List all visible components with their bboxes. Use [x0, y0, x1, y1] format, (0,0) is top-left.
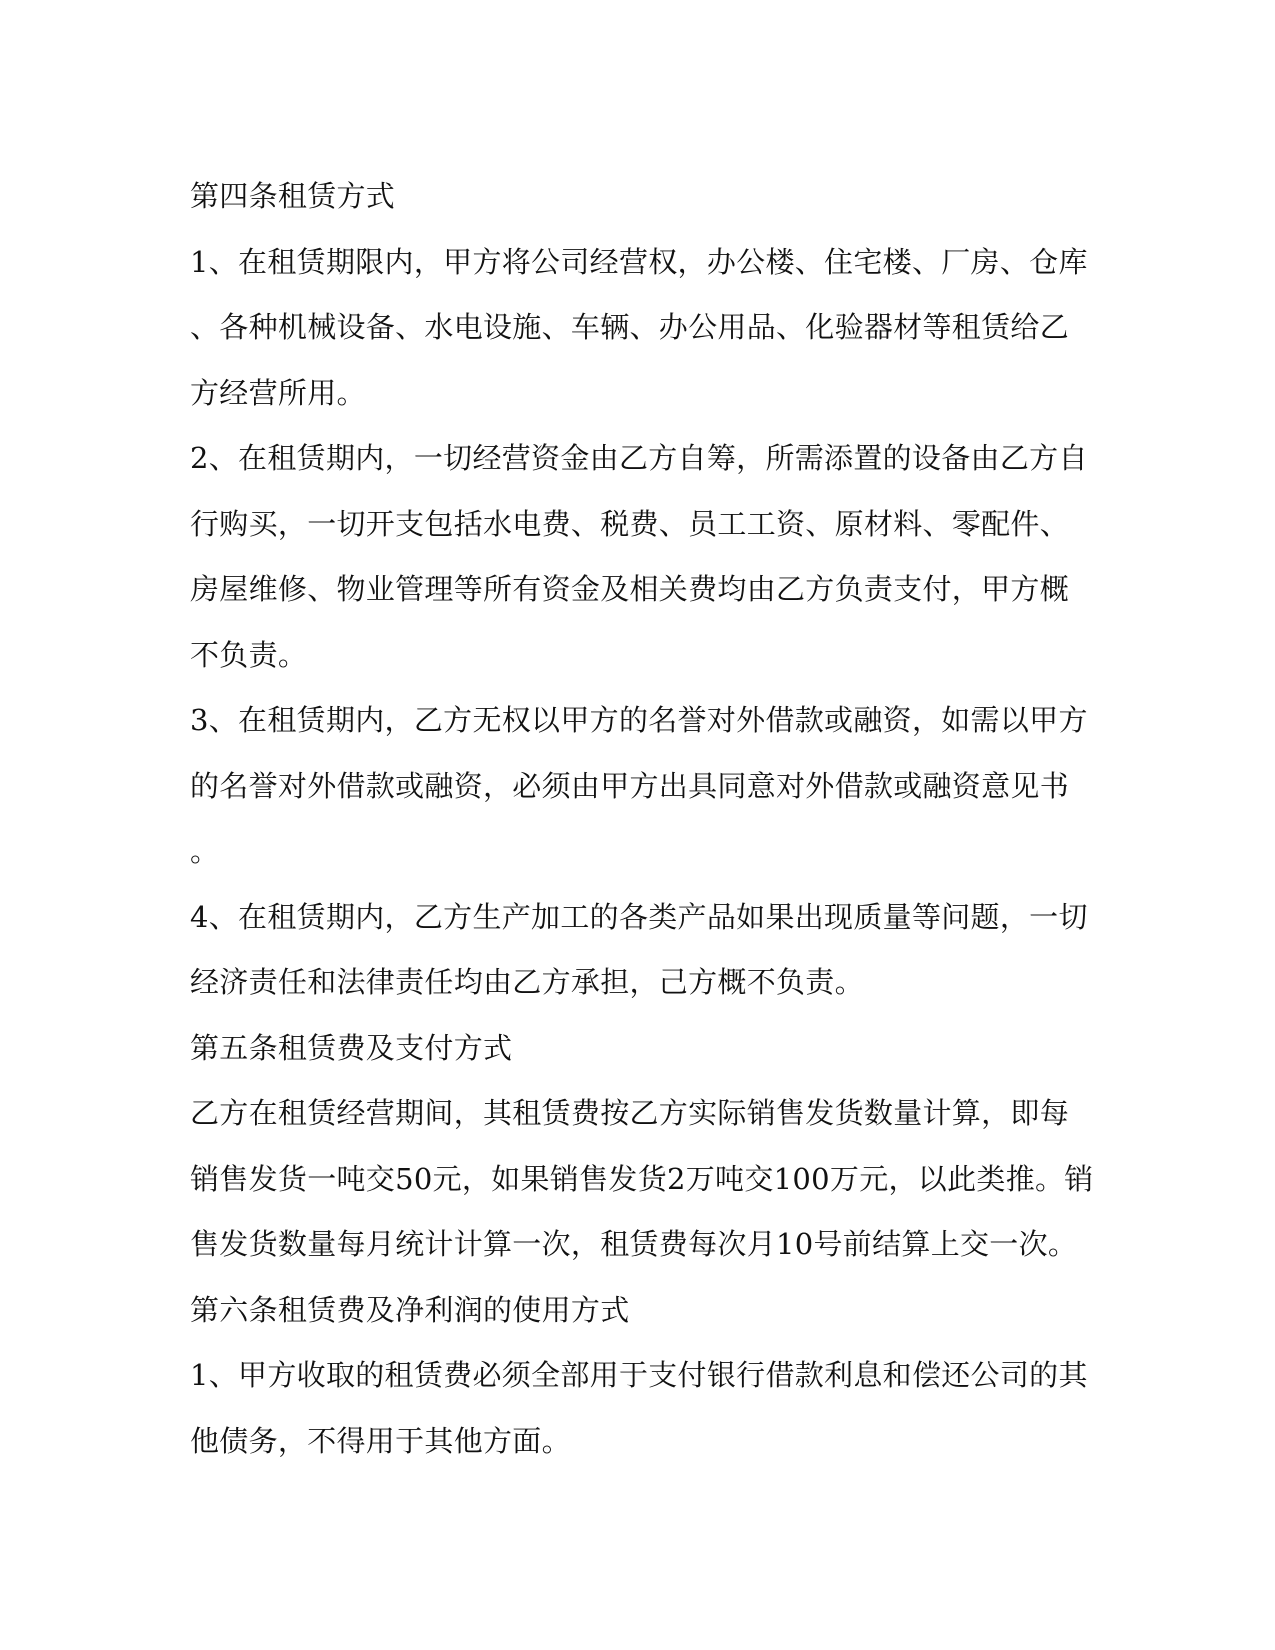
- section-heading-article-4: 第四条租赁方式: [190, 179, 396, 213]
- paragraph-line: 1、在租赁期限内，甲方将公司经营权，办公楼、住宅楼、厂房、仓库: [190, 244, 1088, 279]
- paragraph-line: 4、在租赁期内，乙方生产加工的各类产品如果出现质量等问题，一切: [190, 899, 1088, 934]
- paragraph-line: 3、在租赁期内，乙方无权以甲方的名誉对外借款或融资，如需以甲方: [190, 703, 1088, 737]
- paragraph-line: 房屋维修、物业管理等所有资金及相关费均由乙方负责支付，甲方概: [190, 572, 1070, 606]
- section-heading-article-6: 第六条租赁费及净利润的使用方式: [190, 1292, 630, 1327]
- section-heading-article-5: 第五条租赁费及支付方式: [190, 1030, 513, 1065]
- document-body: [190, 170, 1094, 1480]
- paragraph-line: 经济责任和法律责任均由乙方承担，己方概不负责。: [190, 965, 864, 999]
- paragraph-line: 方经营所用。: [190, 375, 366, 410]
- paragraph-line: 售发货数量每月统计计算一次，租赁费每次月10号前结算上交一次。: [190, 1227, 1078, 1261]
- paragraph-line: 他债务，不得用于其他方面。: [190, 1423, 571, 1458]
- paragraph-line: 乙方在租赁经营期间，其租赁费按乙方实际销售发货数量计算，即每: [190, 1096, 1070, 1130]
- paragraph-line: 2、在租赁期内，一切经营资金由乙方自筹，所需添置的设备由乙方自: [190, 441, 1088, 475]
- paragraph-line: 不负责。: [190, 637, 308, 672]
- paragraph-line: 。: [190, 834, 220, 868]
- paragraph-line: 销售发货一吨交50元，如果销售发货2万吨交100万元，以此类推。销: [190, 1161, 1094, 1196]
- paragraph-line: 行购买，一切开支包括水电费、税费、员工工资、原材料、零配件、: [190, 506, 1070, 541]
- paragraph-line: 、各种机械设备、水电设施、车辆、办公用品、化验器材等租赁给乙: [190, 310, 1070, 344]
- paragraph-line: 的名誉对外借款或融资，必须由甲方出具同意对外借款或融资意见书: [190, 768, 1070, 803]
- paragraph-line: 1、甲方收取的租赁费必须全部用于支付银行借款利息和偿还公司的其: [190, 1358, 1088, 1392]
